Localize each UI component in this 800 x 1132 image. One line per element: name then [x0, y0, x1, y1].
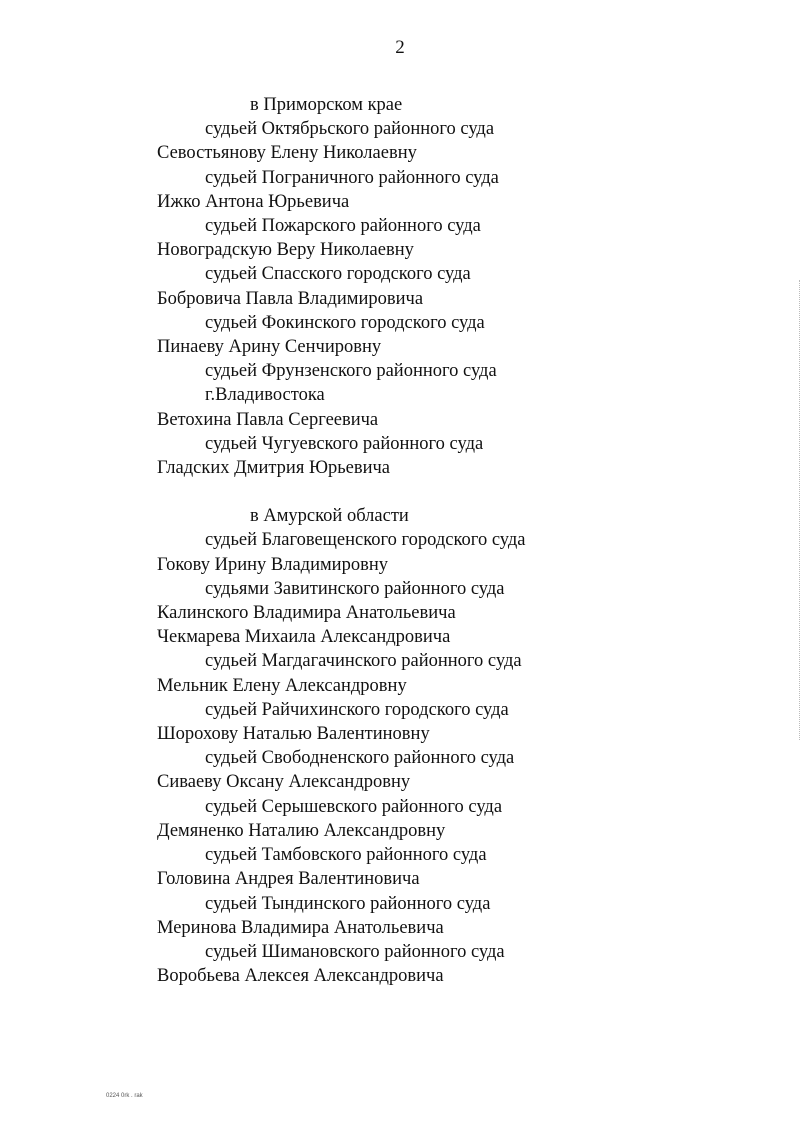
appointments-list: [157, 93, 757, 988]
court-position-line: судьей Фокинского городского суда: [205, 312, 485, 333]
judge-name-line: Гладских Дмитрия Юрьевича: [157, 458, 391, 479]
region-heading: в Приморском крае: [250, 95, 403, 115]
judge-name-line: Бобровича Павла Владимировича: [157, 288, 424, 309]
court-position-line: судьей Фрунзенского районного суда: [205, 361, 497, 382]
court-position-line: судьей Спасского городского суда: [205, 264, 471, 285]
region-heading: в Амурской области: [250, 506, 409, 527]
judge-name-line: Ижко Антона Юрьевича: [157, 191, 350, 212]
judge-name-line: Севостьянову Елену Николаевну: [157, 143, 417, 164]
judge-name-line: Шорохову Наталью Валентиновну: [157, 724, 430, 745]
court-position-line: судьей Шимановского районного суда: [205, 941, 505, 962]
scan-edge-marks: [796, 280, 800, 740]
page-number: 2: [395, 37, 405, 58]
judge-name-line: Воробьева Алексея Александровича: [157, 966, 444, 987]
judge-name-line: Головина Андрея Валентиновича: [157, 869, 420, 890]
court-position-line: судьей Райчихинского городского суда: [205, 699, 509, 720]
judge-name-line: Новоградскую Веру Николаевну: [157, 240, 414, 261]
court-position-line: судьей Чугуевского районного суда: [205, 433, 484, 454]
judge-name-line: Меринова Владимира Анатольевича: [157, 917, 444, 938]
document-footer-code: 0224 0rk . rak: [106, 1093, 143, 1099]
region-section-primorsky: [157, 93, 757, 480]
judge-name-line: Мельник Елену Александровну: [157, 675, 407, 696]
judge-name-line: Калинского Владимира Анатольевича: [157, 603, 456, 624]
judge-name-line: Сиваеву Оксану Александровну: [157, 772, 411, 793]
court-position-line: судьей Магдагачинского районного суда: [205, 651, 522, 672]
judge-name-line: Пинаеву Арину Сенчировну: [157, 337, 382, 358]
court-position-line: г.Владивостока: [205, 385, 325, 406]
judge-name-line: Ветохина Павла Сергеевича: [157, 409, 379, 430]
court-position-line: судьями Завитинского районного суда: [205, 578, 505, 599]
region-section-amur: [157, 504, 757, 988]
judge-name-line: Чекмарева Михаила Александровича: [157, 627, 451, 648]
court-position-line: судьей Пожарского районного суда: [205, 216, 481, 237]
court-position-line: судьей Благовещенского городского суда: [205, 530, 526, 551]
court-position-line: судьей Тамбовского районного суда: [205, 845, 487, 866]
court-position-line: судьей Серышевского районного суда: [205, 796, 503, 817]
court-position-line: судьей Пограничного районного суда: [205, 167, 499, 188]
judge-name-line: Гокову Ирину Владимировну: [157, 554, 388, 575]
judge-name-line: Демяненко Наталию Александровну: [157, 820, 446, 841]
court-position-line: судьей Октябрьского районного суда: [205, 119, 495, 140]
court-position-line: судьей Свободненского районного суда: [205, 748, 515, 769]
court-position-line: судьей Тындинского районного суда: [205, 893, 491, 914]
